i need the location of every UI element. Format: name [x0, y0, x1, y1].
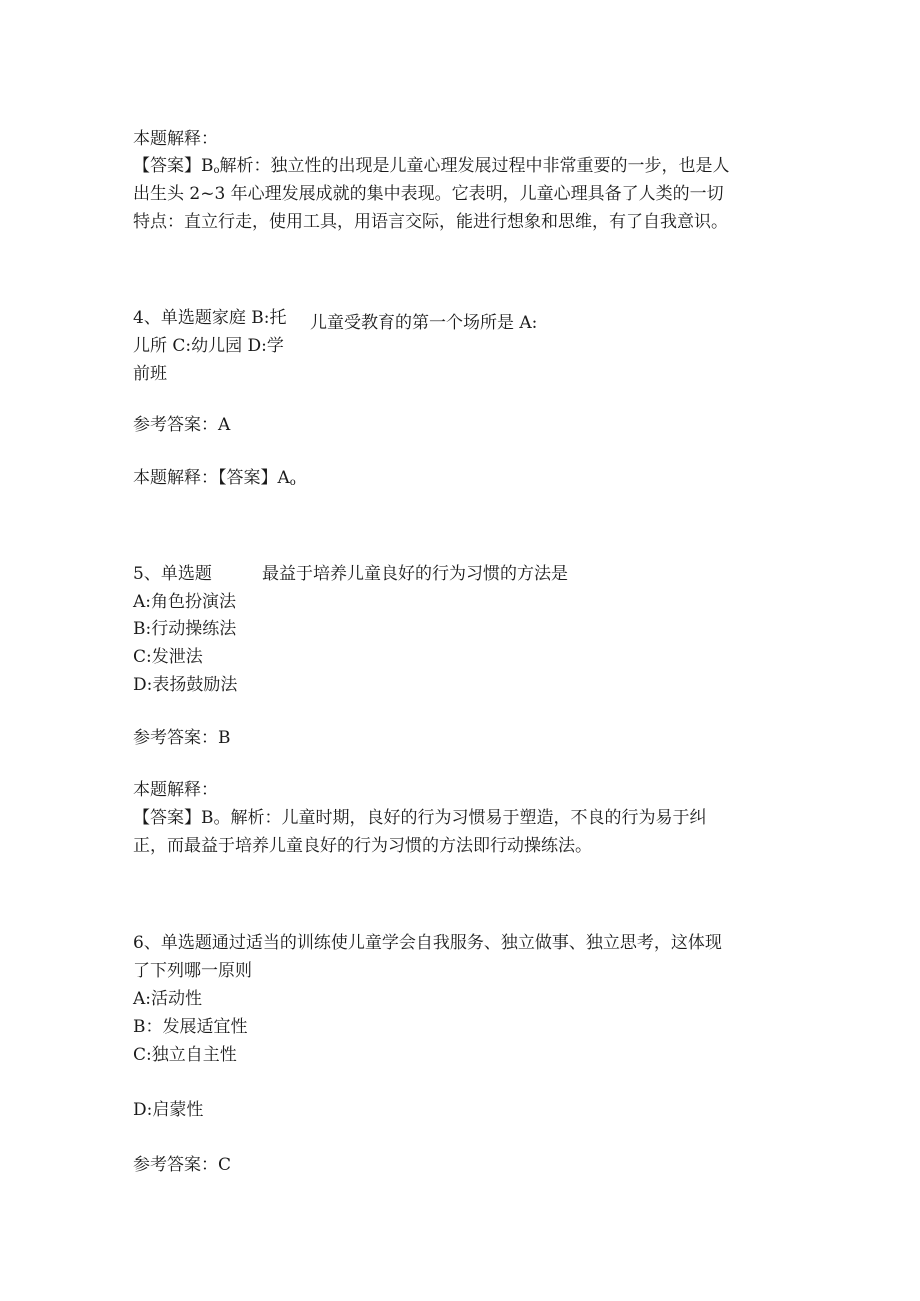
q3-explanation-line-3: 特点：直立行走，使用工具，用语言交际，能进行想象和思维，有了自我意识。: [133, 212, 728, 232]
q5-option-d: D:表扬鼓励法: [133, 675, 238, 695]
q6-stem-line-1: 6、单选题通过适当的训练使儿童学会自我服务、独立做事、独立思考，这体现: [133, 933, 722, 953]
q4-left-line-2: 儿所 C:幼儿园 D:学: [133, 336, 284, 356]
q5-option-b: B:行动操练法: [133, 619, 237, 639]
q4-left-line-1: 4、单选题家庭 B:托: [133, 308, 287, 328]
q6-option-d: D:启蒙性: [133, 1100, 204, 1120]
q6-answer: 参考答案：C: [133, 1155, 232, 1175]
q6-option-a: A:活动性: [133, 989, 203, 1009]
q4-left-line-3: 前班: [133, 364, 167, 384]
q5-explanation-label: 本题解释：: [133, 780, 218, 800]
q5-explanation-line-2: 正，而最益于培养儿童良好的行为习惯的方法即行动操练法。: [133, 836, 592, 856]
q3-explanation-line-1: [133, 153, 730, 184]
q3-answer-prefix: 【答案】B: [133, 156, 214, 176]
q6-stem-line-2: 了下列哪一原则: [133, 961, 252, 981]
q4-answer: 参考答案：A: [133, 415, 231, 435]
q3-explanation-label: 本题解释：: [133, 129, 218, 149]
q4-stem: 儿童受教育的第一个场所是 A:: [310, 313, 538, 333]
q3-answer-subscript: o: [213, 165, 220, 176]
q4-explanation-text: 本题解释：【答案】A: [133, 468, 290, 488]
q5-number-type: 5、单选题: [133, 564, 212, 584]
q5-stem: 最益于培养儿童良好的行为习惯的方法是: [262, 564, 568, 584]
q5-option-a: A:角色扮演法: [133, 592, 237, 612]
q5-answer: 参考答案：B: [133, 728, 231, 748]
q6-option-c: C:独立自主性: [133, 1045, 237, 1065]
q6-option-b: B：发展适宜性: [133, 1017, 248, 1037]
q5-explanation-line-1: 【答案】B。解析：儿童时期，良好的行为习惯易于塑造，不良的行为易于纠: [133, 808, 707, 828]
q3-explanation-line-2: 出生头 2~3 年心理发展成就的集中表现。它表明，儿童心理具备了人类的一切: [133, 184, 724, 204]
q3-explanation-text: 解析：独立性的出现是儿童心理发展过程中非常重要的一步，也是人: [219, 156, 730, 176]
q4-explanation: [133, 465, 296, 496]
q5-option-c: C:发泄法: [133, 647, 203, 667]
q4-answer-subscript: o: [289, 477, 296, 488]
